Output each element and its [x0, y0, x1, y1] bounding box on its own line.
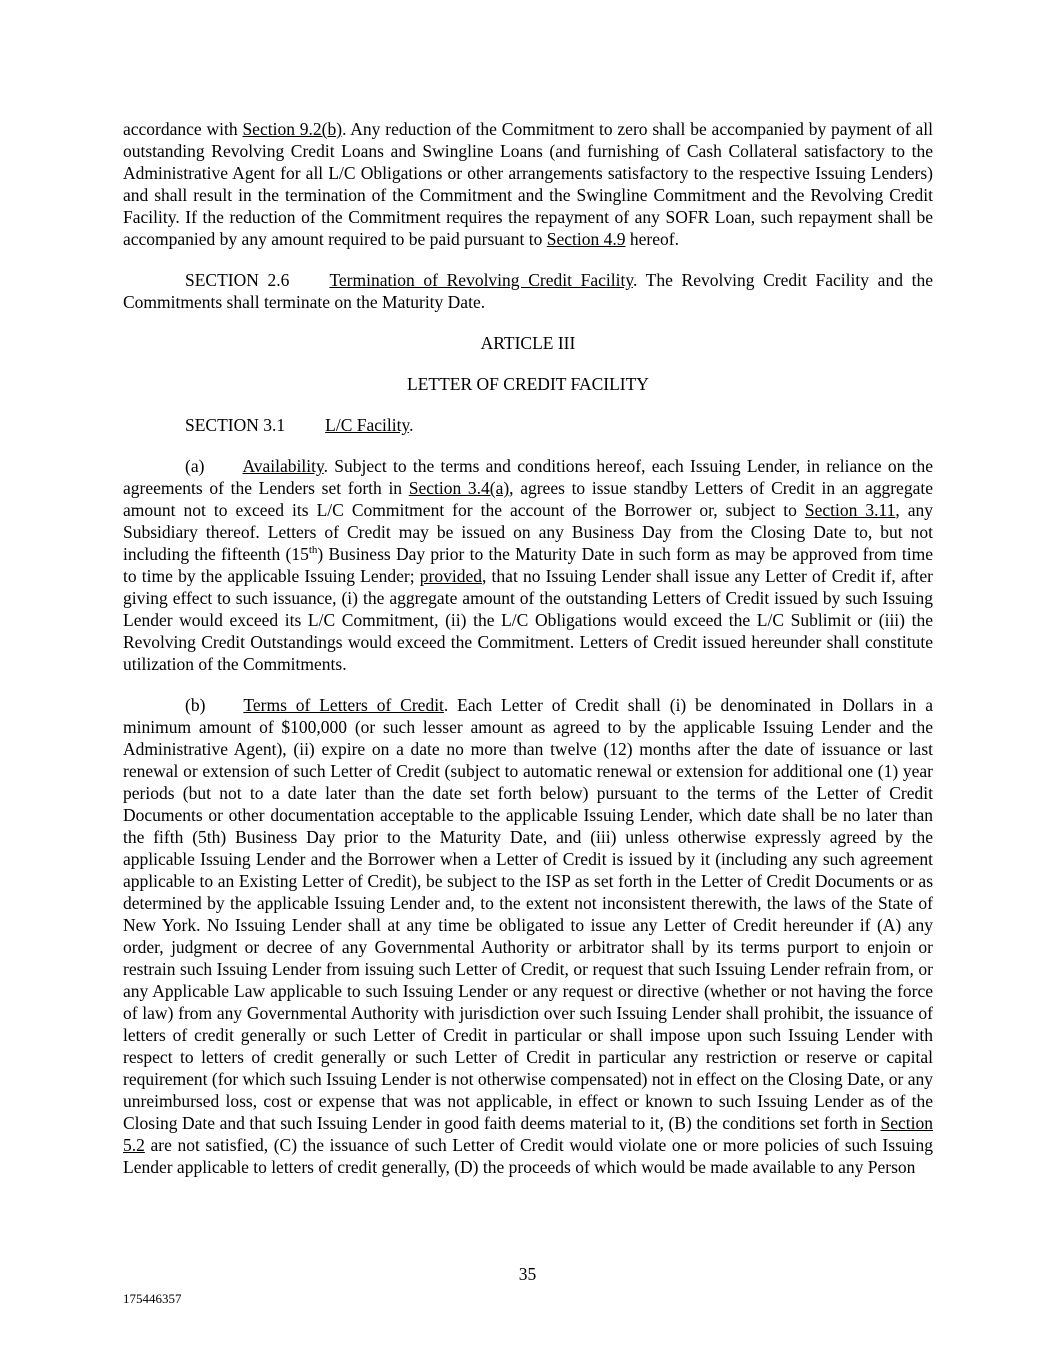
text-run: , that no Issuing Lender shall issue any Letter of Credit if, after giving effect to such issuance, (i) the aggregate amount of the outstanding Letters of Credit issued by such Issuing Lender would exceed its L/C Commitment, (ii) the L/C Obligations would exceed the L/C Sublimit or (iii) the Revolving Credit Outstandings would exceed the Commitment. Letters of Credit issued hereunder shall constitute utilization of the Commitments. [123, 566, 933, 674]
underlined-text: Section 3.4(a) [408, 478, 510, 498]
tab-space [204, 471, 242, 472]
underlined-text: Terms of Letters of Credit [243, 695, 444, 715]
underlined-text: Section 9.2(b) [242, 119, 343, 139]
underlined-text: Section 5.2 [123, 1113, 933, 1155]
text-run: (b) [185, 695, 206, 715]
text-run: . Each Letter of Credit shall (i) be denominated in Dollars in a minimum amount of $100,000 (or such lesser amount as agreed to by the applicable Issuing Lender and the Administrative Agent), (ii) expire on a date no more than twelve (12) months after the date of issuance or last renewal or extension of such Letter of Credit (subject to automatic renewal or extension for additional one (1) year periods (but not to a date later than the date set forth below) pursuant to the terms of the Letter of Credit Documents or other documentation acceptable to the applicable Issuing Lender, which date shall be no later than the fifth (5th) Business Day prior to the Maturity Date, and (iii) unless otherwise expressly agreed by the applicable Issuing Lender and the Borrower when a Letter of Credit is issued by it (including any such agreement applicable to an Existing Letter of Credit), be subject to the ISP as set forth in the Letter of Credit Documents or as determined by the applicable Issuing Lender and, to the extent not inconsistent therewith, the laws of the State of New York. No Issuing Lender shall at any time be obligated to issue any Letter of Credit hereunder if (A) any order, judgment or decree of any Governmental Authority or arbitrator shall by its terms purport to enjoin or restrain such Issuing Lender from issuing such Letter of Credit, or request that such Issuing Lender refrain from, or any Applicable Law applicable to such Issuing Lender or any request or directive (whether or not having the force of law) from any Governmental Authority with jurisdiction over such Issuing Lender shall prohibit, the issuance of letters of credit generally or such Letter of Credit in particular or shall impose upon such Issuing Lender with respect to letters of credit generally or such Letter of Credit in particular any restriction or reserve or capital requirement (for which such Issuing Lender is not otherwise compensated) not in effect on the Closing Date, or any unreimbursed loss, cost or expense that was not applicable, in effect or known to such Issuing Lender as of the Closing Date and that such Issuing Lender in good faith deems material to it, (B) the conditions set forth in [123, 695, 933, 1133]
text-run: ARTICLE III [480, 333, 576, 353]
paragraph [123, 414, 933, 436]
text-run: . Any reduction of the Commitment to zero shall be accompanied by payment of all outstanding Revolving Credit Loans and Swingline Loans (and furnishing of Cash Collateral satisfactory to the Administrative Agent for all L/C Obligations or other arrangements satisfactory to the respective Issuing Lenders) and shall result in the termination of the Commitment and the Swingline Commitment and the Revolving Credit Facility. If the reduction of the Commitment requires the repayment of any SOFR Loan, such repayment shall be accompanied by any amount required to be paid pursuant to [123, 119, 934, 249]
text-run: SECTION 2.6 [185, 270, 290, 290]
underlined-text: L/C Facility [325, 415, 410, 435]
section-heading [123, 332, 933, 354]
tab-space [123, 710, 185, 711]
text-run: . The Revolving Credit Facility and the Commitments shall terminate on the Maturity Date. [123, 270, 933, 312]
paragraph [123, 269, 933, 313]
underlined-text: Section 4.9 [546, 229, 626, 249]
underlined-text: Section 3.11 [804, 500, 896, 520]
tab-space [123, 430, 185, 431]
text-run: hereof. [625, 229, 679, 249]
text-run: . [409, 415, 414, 435]
text-run: ) Business Day prior to the Maturity Date in such form as may be approved from time to time by the applicable Issuing Lender; [123, 544, 933, 586]
tab-space [123, 285, 185, 286]
tab-space [289, 285, 329, 286]
superscript-text: th [308, 544, 318, 557]
paragraph [123, 118, 933, 250]
text-run: (a) [185, 456, 205, 476]
text-run: accordance with [123, 119, 243, 139]
text-run: are not satisfied, (C) the issuance of such Letter of Credit would violate one or more policies of such Issuing Lender applicable to letters of credit generally, (D) the proceeds of which would be made available to any Person [123, 1135, 933, 1177]
underlined-text: Termination of Revolving Credit Facility [329, 270, 633, 290]
tab-space [285, 430, 325, 431]
text-run: , agrees to issue standby Letters of Credit in an aggregate amount not to exceed its L/C Commitment for the account of the Borrower or, subject to [123, 478, 933, 520]
paragraph [123, 694, 933, 1178]
text-run: LETTER OF CREDIT FACILITY [407, 374, 649, 394]
tab-space [123, 471, 185, 472]
text-run: SECTION 3.1 [185, 415, 286, 435]
text-run: , any Subsidiary thereof. Letters of Credit may be issued on any Business Day from the Closing Date to, but not including the fifteenth (15 [123, 500, 934, 564]
page-number: 35 [518, 1264, 537, 1284]
section-heading [123, 373, 933, 395]
underlined-text: provided [419, 566, 482, 586]
document-body [123, 118, 933, 1197]
underlined-text: Availability [242, 456, 324, 476]
text-run: . Subject to the terms and conditions hereof, each Issuing Lender, in reliance on the agreements of the Lenders set forth in [123, 456, 933, 498]
paragraph [123, 455, 933, 675]
tab-space [205, 710, 243, 711]
document-id-footer: 175446357 [123, 1291, 182, 1306]
